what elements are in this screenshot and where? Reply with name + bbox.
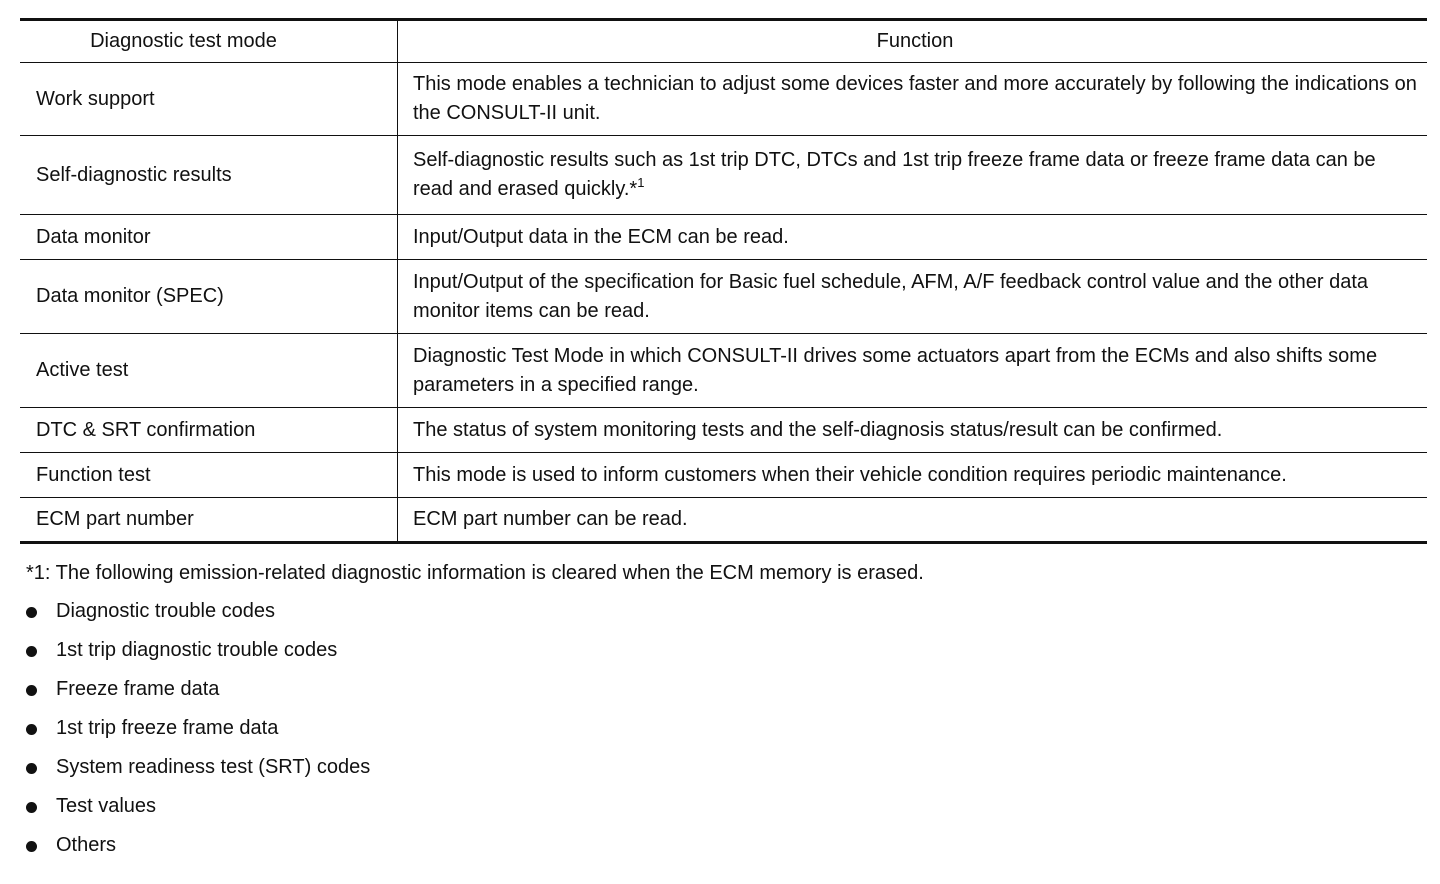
header-diagnostic-test-mode: Diagnostic test mode: [20, 20, 398, 63]
list-item: [26, 830, 370, 869]
list-item: [26, 635, 370, 674]
mode-cell: Self-diagnostic results: [20, 136, 398, 215]
function-cell: Diagnostic Test Mode in which CONSULT-II drives some actuators apart from the ECMs and also shifts some parameters in a specified range.: [398, 334, 1428, 408]
function-cell: [398, 136, 1428, 215]
list-item-label: Others: [56, 834, 117, 856]
footnote-text: *1: The following emission-related diagnostic information is cleared when the ECM memory is erased.: [26, 562, 924, 584]
list-item-label: System readiness test (SRT) codes: [56, 756, 371, 778]
bullet-icon: [26, 646, 37, 657]
bullet-icon: [26, 724, 37, 735]
function-cell: This mode enables a technician to adjust some devices faster and more accurately by following the indications on the CONSULT-II unit.: [398, 63, 1428, 136]
table-row: [20, 408, 1427, 453]
list-item-label: Test values: [56, 795, 157, 817]
list-item: [26, 713, 370, 752]
mode-cell: Data monitor: [20, 215, 398, 260]
list-item: [26, 674, 370, 713]
diagnostic-modes-table: [20, 18, 1427, 544]
list-item: [26, 752, 370, 791]
bullet-icon: [26, 685, 37, 696]
footnote-reference: 1: [637, 174, 645, 190]
function-cell: Input/Output of the specification for Basic fuel schedule, AFM, A/F feedback control value and the other data monitor items can be read.: [398, 260, 1428, 334]
mode-cell: Function test: [20, 453, 398, 498]
list-item: [26, 596, 370, 635]
function-cell: The status of system monitoring tests and the self-diagnosis status/result can be confirmed.: [398, 408, 1428, 453]
bullet-icon: [26, 841, 37, 852]
table-row: [20, 63, 1427, 136]
table-row: [20, 453, 1427, 498]
list-item-label: 1st trip diagnostic trouble codes: [56, 639, 338, 661]
function-cell: This mode is used to inform customers when their vehicle condition requires periodic maintenance.: [398, 453, 1428, 498]
mode-cell: DTC & SRT confirmation: [20, 408, 398, 453]
function-cell: Input/Output data in the ECM can be read.: [398, 215, 1428, 260]
mode-cell: ECM part number: [20, 498, 398, 543]
header-function: Function: [398, 20, 1428, 63]
list-item-label: Diagnostic trouble codes: [56, 600, 276, 622]
mode-cell: Data monitor (SPEC): [20, 260, 398, 334]
function-cell: ECM part number can be read.: [398, 498, 1428, 543]
cleared-info-list: [26, 596, 370, 869]
mode-cell: Active test: [20, 334, 398, 408]
list-item-label: 1st trip freeze frame data: [56, 717, 279, 739]
mode-cell: Work support: [20, 63, 398, 136]
table-header-row: [20, 20, 1427, 63]
table-row: [20, 136, 1427, 215]
bullet-icon: [26, 607, 37, 618]
function-text: Self-diagnostic results such as 1st trip DTC, DTCs and 1st trip freeze frame data or freeze frame data can be read and erased quickly.*: [413, 148, 1376, 200]
bullet-icon: [26, 763, 37, 774]
table-row: [20, 334, 1427, 408]
table-row: [20, 498, 1427, 543]
table-row: [20, 215, 1427, 260]
list-item: [26, 791, 370, 830]
list-item-label: Freeze frame data: [56, 678, 220, 700]
bullet-icon: [26, 802, 37, 813]
table-row: [20, 260, 1427, 334]
